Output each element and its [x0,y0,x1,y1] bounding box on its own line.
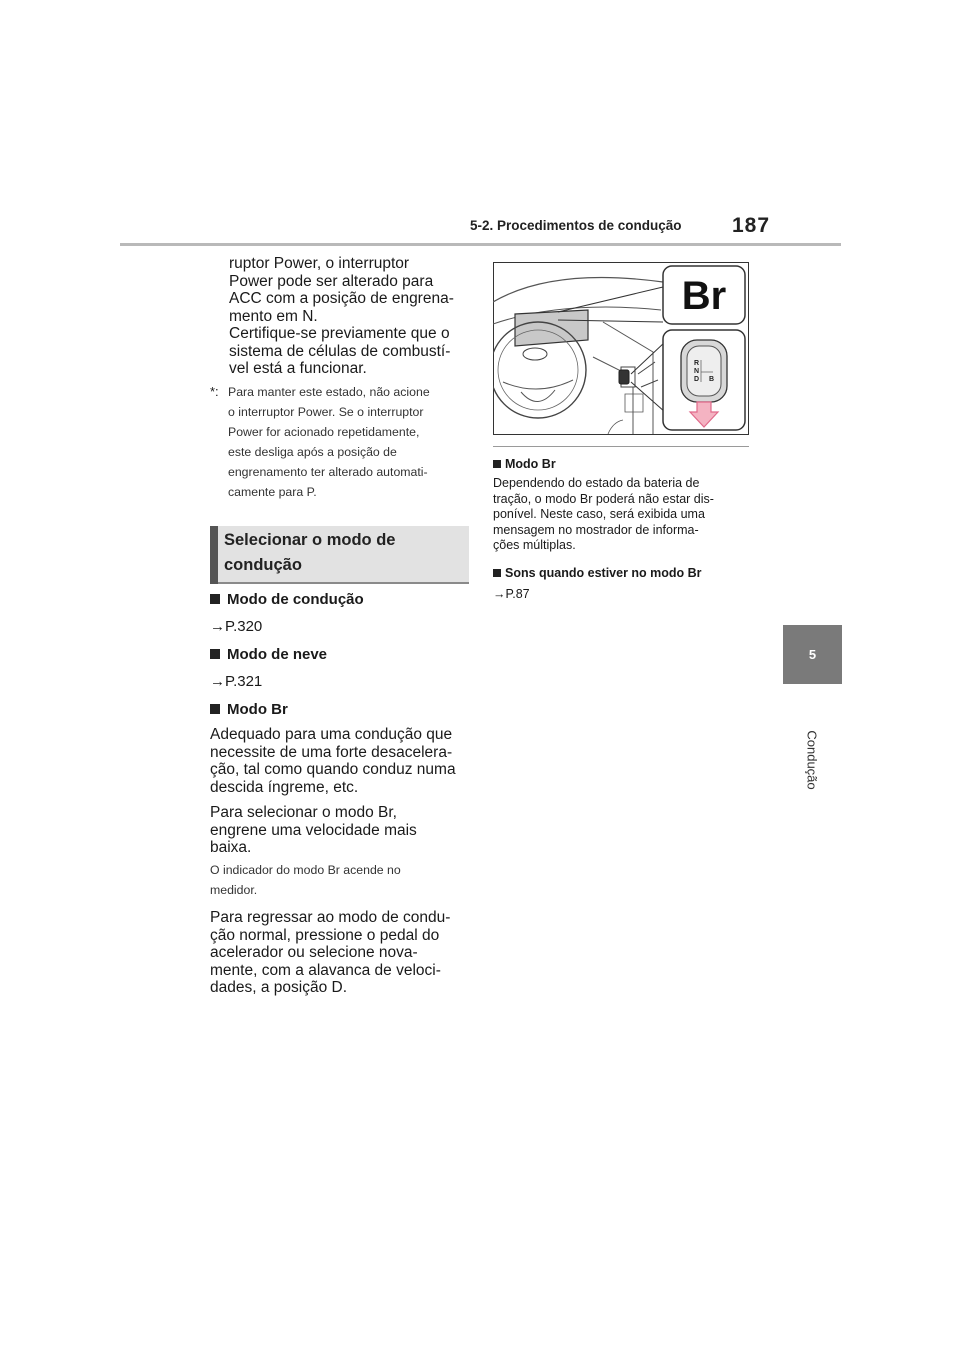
shift-label-n: N [694,368,700,375]
text-line: engrene uma velocidade mais [210,821,417,839]
text-line: Para regressar ao modo de condu- [210,909,451,926]
shift-label-d: D [694,376,700,383]
text-line: O indicador do modo Br acende no [210,863,401,877]
text-line: ACC com a posição de engrena- [229,290,454,307]
section-title [224,528,444,578]
subheading-snow-mode: Modo de neve [210,646,470,663]
text-line: dades, a posição D. [210,979,348,996]
footnote [210,382,470,502]
section-title-box [210,526,469,584]
square-bullet-icon [493,569,501,577]
text-line: Certifique-se previamente que o [229,325,450,342]
note-heading-br-sounds: Sons quando estiver no modo Br [493,566,751,580]
text-line: mente, com a alavanca de veloci- [210,961,441,979]
figure-rule [493,446,749,447]
text-line: Para selecionar o modo Br, [210,804,397,821]
text-line: ção normal, pressione o pedal do [210,926,440,944]
square-bullet-icon [493,460,501,468]
text-line: camente para P. [228,485,317,499]
shift-label-r: R [694,360,700,367]
text-line: engrenamento ter alterado automati- [228,465,428,479]
br-paragraph-1 [210,726,470,796]
text-line: mento em N. [229,307,318,325]
text-line: ção, tal como quando conduz numa [210,761,456,778]
text-line: medidor. [210,883,258,897]
square-bullet-icon [210,594,220,604]
text-line: sistema de células de combustí- [229,342,451,360]
page-number: 187 [732,214,771,237]
dashboard-illustration-svg [493,262,749,435]
page-reference-link[interactable]: →P.320 [210,618,263,635]
section-title-bar [210,526,218,584]
text-line: ruptor Power, o interruptor [229,255,410,272]
br-indicator-note [210,860,470,900]
chapter-tab-label: Condução [804,730,820,790]
text-line: ponível. Neste caso, será exibida uma [493,507,705,521]
note-heading-br-mode: Modo Br [493,457,751,471]
multi-information-display [515,310,588,346]
continued-paragraph [210,255,470,378]
text-line: necessite de uma forte desacelera- [210,743,453,761]
text-line: Power for acionado repetidamente, [228,425,420,439]
square-bullet-icon [210,649,220,659]
chapter-tab-number: 5 [783,625,842,684]
page-reference-link[interactable]: →P.87 [493,587,530,601]
br-paragraph-3 [210,909,470,997]
footnote-text [210,382,470,502]
shift-lever [619,370,629,384]
text-line: o interruptor Power. Se o interruptor [228,405,424,419]
shift-label-b: B [709,376,715,383]
text-line: Para manter este estado, não acione [228,385,430,399]
br-paragraph-2 [210,804,470,857]
text-line: vel está a funcionar. [229,360,367,377]
br-indicator-label: Br [681,274,727,318]
text-line: este desliga após a posição de [228,445,397,459]
dashboard-illustration [493,262,749,435]
note-br-mode-text [493,476,751,554]
text-line: baixa. [210,839,252,856]
text-line: Adequado para uma condução que [210,726,453,743]
subheading-drive-mode: Modo de condução [210,591,470,608]
square-bullet-icon [210,704,220,714]
text-line: acelerador ou selecione nova- [210,944,418,961]
text-line: Selecionar o modo de [224,531,396,549]
footnote-mark: *: [210,384,219,399]
header-rule [120,243,841,246]
text-line: descida íngreme, etc. [210,778,359,796]
text-line: Power pode ser alterado para [229,272,434,290]
running-header-section: 5-2. Procedimentos de condução [470,218,682,233]
text-line: mensagem no mostrador de informa- [493,522,699,537]
page-reference-link[interactable]: →P.321 [210,673,263,690]
text-line: condução [224,556,302,574]
subheading-br-mode: Modo Br [210,701,470,718]
text-line: tração, o modo Br poderá não estar dis- [493,491,714,506]
text-line: ções múltiplas. [493,538,576,552]
text-line: Dependendo do estado da bateria de [493,476,700,490]
